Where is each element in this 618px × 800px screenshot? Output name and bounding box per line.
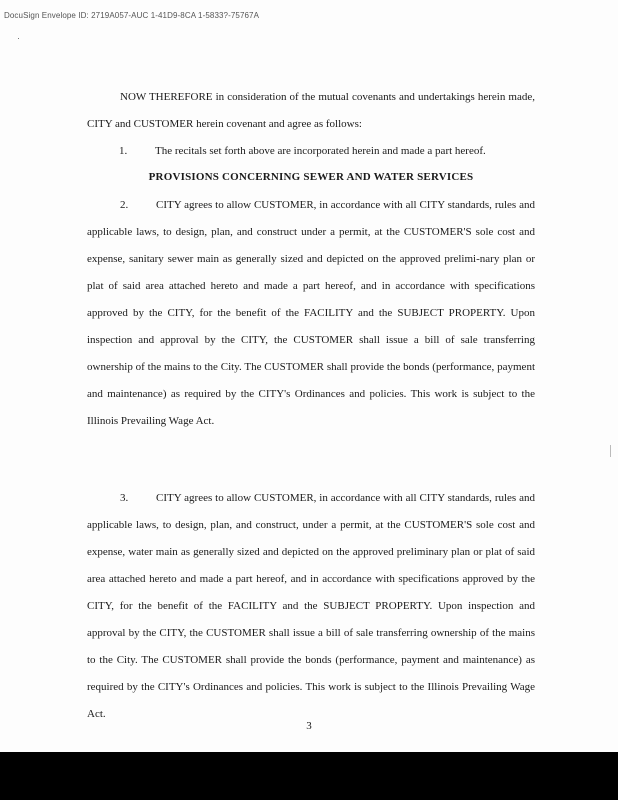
- scan-bottom-border: [0, 752, 618, 800]
- item-1-text: The recitals set forth above are incorporated herein and made a part hereof.: [155, 145, 486, 157]
- scan-edge-mark: [610, 445, 611, 457]
- item-2-text: CITY agrees to allow CUSTOMER, in accordance with all CITY standards, rules and applicable laws, to design, plan, and construct under a permit, at the CUSTOMER'S sole cost and expense, sanitary sewer main as generally sized and depicted on the approved prelimi-nary plan or plat of said area attached hereto and made a part hereof, and in accordance with specifications approved by the CITY, for the benefit of the FACILITY and the SUBJECT PROPERTY. Upon inspection and approval by the CITY, the CUSTOMER shall issue a bill of sale transferring ownership of the mains to the City. The CUSTOMER shall provide the bonds (performance, payment and maintenance) as required by the CITY's Ordinances and policies. This work is subject to the Illinois Prevailing Wage Act.: [87, 199, 535, 427]
- section-heading: PROVISIONS CONCERNING SEWER AND WATER SERVICES: [148, 171, 474, 183]
- item-3-text: CITY agrees to allow CUSTOMER, in accordance with all CITY standards, rules and applicable laws, to design, plan, and construct, under a permit, at the CUSTOMER'S sole cost and expense, water main as generally sized and depicted on the approved preliminary plan or plat of said area attached hereto and made a part hereof, and in accordance with specifications approved by the CITY, for the benefit of the FACILITY and the SUBJECT PROPERTY. Upon inspection and approval by the CITY, the CUSTOMER shall issue a bill of sale transferring ownership of the mains to the City. The CUSTOMER shall provide the bonds (performance, payment and maintenance) as required by the CITY's Ordinances and policies. This work is subject to the Illinois Prevailing Wage Act.: [87, 492, 535, 720]
- item-1-number: 1.: [119, 145, 128, 157]
- page-number: 3: [306, 720, 312, 732]
- scan-speck: [18, 38, 19, 39]
- item-1: [119, 138, 486, 165]
- item-3-paragraph: [87, 485, 535, 728]
- item-2-paragraph: [87, 192, 535, 435]
- intro-paragraph: NOW THEREFORE in consideration of the mutual covenants and undertakings herein made, CITY and CUSTOMER herein covenant and agree as follows:: [87, 91, 535, 130]
- docusign-envelope-id: DocuSign Envelope ID: 2719A057-AUC 1-41D9-8CA 1-5833?-75767A: [4, 11, 260, 20]
- item-2-number: 2.: [120, 199, 129, 211]
- item-3-number: 3.: [120, 492, 129, 504]
